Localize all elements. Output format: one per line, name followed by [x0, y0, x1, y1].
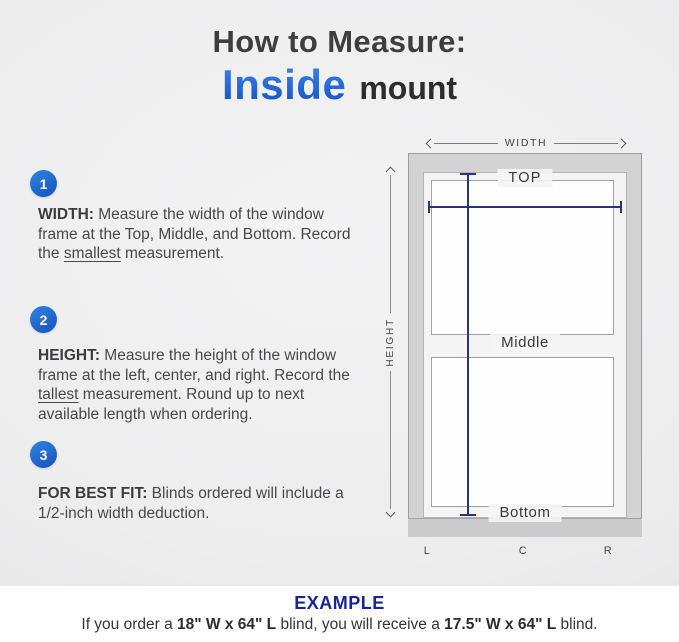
page-title-line2: [0, 61, 679, 109]
step-2-badge: 2: [30, 306, 57, 333]
step-3-badge: 3: [30, 441, 57, 468]
example-section: [0, 586, 679, 642]
step-1-badge: 1: [30, 170, 57, 197]
label-bottom: Bottom: [488, 504, 561, 522]
step-2-text: HEIGHT: Measure the height of the window frame at the left, center, and right. Record the tallest measurement. Round up to next available length when ordering.: [38, 347, 350, 423]
example-body: If you order a 18" W x 64" L blind, you will receive a 17.5" W x 64" L blind.: [81, 616, 598, 633]
arrow-up-icon: [385, 167, 395, 177]
page-title-line1: How to Measure:: [212, 24, 467, 59]
width-arrow-label: WIDTH: [504, 137, 548, 149]
step-3-text: FOR BEST FIT: Blinds ordered will include a 1/2-inch width deduction.: [38, 485, 344, 522]
arrow-down-icon: [385, 508, 395, 518]
height-dimension-arrow: [383, 168, 397, 516]
tick-left: L: [423, 545, 431, 557]
title-block: [0, 24, 679, 109]
step-1-text: WIDTH: Measure the width of the window frame at the Top, Middle, and Bottom. Record the smallest measurement.: [38, 206, 351, 262]
width-measure-line: [428, 206, 622, 208]
window-bottom-sash-glass: [431, 357, 614, 507]
tick-center: C: [518, 545, 528, 557]
tick-right: R: [603, 545, 613, 557]
title-highlight-inside: Inside: [221, 61, 347, 108]
height-arrow-label: HEIGHT: [384, 317, 396, 367]
width-dimension-arrow: [427, 137, 625, 149]
title-rest-mount: mount: [359, 70, 458, 106]
height-measure-line: [467, 173, 469, 516]
window-top-sash-glass: [431, 180, 614, 335]
arrow-left-icon: [426, 138, 436, 148]
arrow-right-icon: [617, 138, 627, 148]
label-top: TOP: [497, 169, 552, 187]
example-heading: EXAMPLE: [294, 593, 385, 613]
label-middle: Middle: [490, 334, 560, 352]
